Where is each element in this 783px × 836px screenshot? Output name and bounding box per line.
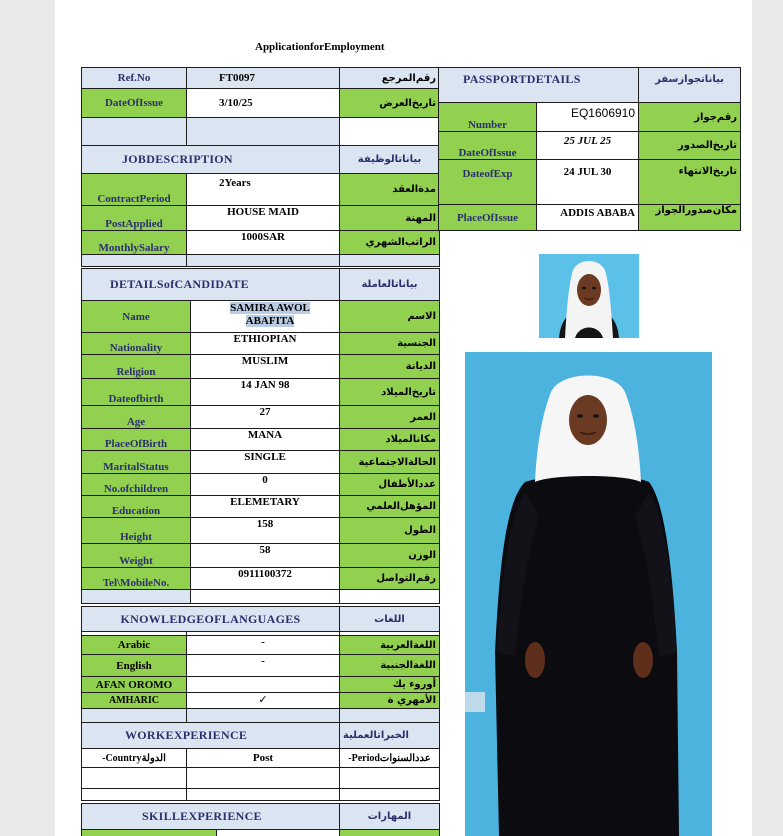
name-label: Name: [82, 301, 191, 333]
lang-row: [82, 655, 440, 677]
education-label: Education: [82, 496, 191, 518]
passport-exp-value: 24 JUL 30: [537, 160, 639, 205]
passport-exp-label-ar: تاريخ‌الانتهاء: [639, 160, 741, 205]
contract-row: [82, 174, 440, 206]
passport-section-title-ar: بياناتجوازسفر: [639, 68, 741, 103]
name-label-ar: الاسم: [340, 301, 440, 333]
candidate-section-title: DETAILSofCANDIDATE: [82, 269, 340, 301]
education-row: [82, 496, 440, 518]
birthplace-label: PlaceOfBirth: [82, 429, 191, 451]
height-row: [82, 518, 440, 544]
marital-label: MaritalStatus: [82, 451, 191, 474]
nationality-label: Nationality: [82, 333, 191, 355]
languages-section-title-ar: اللغات: [340, 607, 440, 632]
lang-value: -: [187, 655, 340, 677]
work-section-title-ar: الخبراتالعملية: [340, 723, 440, 749]
children-row: [82, 474, 440, 496]
lang-label-ar: أوروء يك: [340, 677, 440, 693]
document-page: [55, 0, 752, 836]
candidate-section-header: [82, 269, 440, 301]
phone-label: Tel\MobileNo.: [82, 568, 191, 590]
skill-section-title-ar: المهارات: [340, 804, 440, 830]
passport-issue-row: [439, 132, 741, 160]
religion-label: Religion: [82, 355, 191, 379]
salary-value: 1000SAR: [187, 231, 340, 255]
lang-row: [82, 677, 440, 693]
nationality-value: ETHIOPIAN: [191, 333, 340, 355]
portrait-photo-image: [539, 254, 639, 338]
spacer-row: [82, 709, 440, 723]
spacer-row: [82, 590, 440, 604]
passport-exp-label: DateofExp: [439, 160, 537, 205]
work-section-title: WORKEXPERIENCE: [82, 723, 340, 749]
lang-value: [187, 677, 340, 693]
name-value: SAMIRA AWOL ABAFITA: [230, 302, 310, 327]
languages-section-header: [82, 607, 440, 632]
post-label: PostApplied: [82, 206, 187, 231]
marital-value: SINGLE: [191, 451, 340, 474]
skill-table: [81, 803, 440, 836]
passport-place-row: [439, 205, 741, 231]
skill-section-header: [82, 804, 440, 830]
full-body-photo: [465, 352, 712, 836]
contract-label-ar: مدةالعقد: [340, 174, 440, 206]
post-label-ar: المهنة: [340, 206, 440, 231]
height-label-ar: الطول: [340, 518, 440, 544]
work-row: [82, 789, 440, 801]
languages-section-title: KNOWLEDGEOFLANGUAGES: [82, 607, 340, 632]
issue-date-row: [82, 89, 440, 118]
passport-number-label: Number: [439, 103, 537, 132]
job-section-header: [82, 146, 440, 174]
phone-value: 0911100372: [191, 568, 340, 590]
religion-row: [82, 355, 440, 379]
passport-exp-row: [439, 160, 741, 205]
passport-place-value: ADDIS ABABA: [537, 205, 639, 231]
passport-section-title: PASSPORTDETAILS: [439, 68, 639, 103]
dob-label: Dateofbirth: [82, 379, 191, 406]
languages-table: [81, 606, 440, 723]
lang-label: AFAN OROMO: [82, 677, 187, 693]
passport-number-row: [439, 103, 741, 132]
post-row: [82, 206, 440, 231]
post-value: HOUSE MAID: [187, 206, 340, 231]
children-label: No.ofchildren: [82, 474, 191, 496]
birthplace-value: MANA: [191, 429, 340, 451]
job-section-title: JOBDESCRIPTION: [82, 146, 340, 174]
dob-value: 14 JAN 98: [191, 379, 340, 406]
application-form-table: [81, 67, 440, 267]
lang-label-ar: اللغةالجنبية: [340, 655, 440, 677]
birthplace-row: [82, 429, 440, 451]
job-section-title-ar: بياناتالوظيفة: [340, 146, 440, 174]
passport-issue-label: DateOfIssue: [439, 132, 537, 160]
height-value: 158: [191, 518, 340, 544]
height-label: Height: [82, 518, 191, 544]
weight-label-ar: الوزن: [340, 544, 440, 568]
issue-date-label: DateOfIssue: [82, 89, 187, 118]
age-label-ar: العمر: [340, 406, 440, 429]
work-post-header: Post: [187, 749, 340, 768]
education-value: ELEMETARY: [191, 496, 340, 518]
lang-label: English: [82, 655, 187, 677]
religion-label-ar: الديانة: [340, 355, 440, 379]
children-value: 0: [191, 474, 340, 496]
nationality-row: [82, 333, 440, 355]
contract-value: 2Years: [187, 174, 340, 206]
lang-label-ar: اللغةالعربية: [340, 636, 440, 655]
weight-value: 58: [191, 544, 340, 568]
birthplace-label-ar: مكانالميلاد: [340, 429, 440, 451]
age-row: [82, 406, 440, 429]
nationality-label-ar: الجنسية: [340, 333, 440, 355]
religion-value: MUSLIM: [191, 355, 340, 379]
dob-row: [82, 379, 440, 406]
lang-label: Arabic: [82, 636, 187, 655]
marital-label-ar: الحالةالاجتماعية: [340, 451, 440, 474]
dob-label-ar: تاريخ‌الميلاد: [340, 379, 440, 406]
passport-issue-value: 25 JUL 25: [537, 132, 639, 160]
lang-row: [82, 693, 440, 709]
issue-date-value: 3/10/25: [187, 89, 340, 118]
salary-row: [82, 231, 440, 255]
passport-number-label-ar: رقم‌جواز: [639, 103, 741, 132]
work-section-header: [82, 723, 440, 749]
skill-section-title: SKILLEXPERIENCE: [82, 804, 340, 830]
work-table: [81, 722, 440, 801]
lang-label-ar: الأمهري ة: [340, 693, 440, 709]
passport-place-label-ar: مكان‌صدورالجواز: [639, 205, 741, 231]
name-row: [82, 301, 440, 333]
ref-row: [82, 68, 440, 89]
education-label-ar: المؤهل‌العلمي: [340, 496, 440, 518]
marital-row: [82, 451, 440, 474]
lang-row: [82, 636, 440, 655]
ref-label-ar: رقم‌المرجع: [340, 68, 440, 89]
candidate-table: [81, 268, 440, 604]
lang-label: AMHARIC: [82, 693, 187, 709]
work-period-header: -Periodعددالسنوات: [340, 749, 440, 768]
page-title: ApplicationforEmployment: [255, 41, 385, 53]
work-country-header: -Countryالدولة: [82, 749, 187, 768]
passport-number-value: EQ1606910: [537, 103, 639, 132]
passport-header-row: [439, 68, 741, 103]
phone-label-ar: رقم‌التواصل: [340, 568, 440, 590]
portrait-photo: [539, 254, 639, 338]
passport-place-label: PlaceOfIssue: [439, 205, 537, 231]
full-body-photo-image: [465, 352, 712, 836]
lang-check-icon: ✓: [187, 693, 340, 709]
candidate-section-title-ar: بياناتالعاملة: [340, 269, 440, 301]
ref-value: FT0097: [187, 68, 340, 89]
weight-label: Weight: [82, 544, 191, 568]
weight-row: [82, 544, 440, 568]
lang-value: -: [187, 636, 340, 655]
age-value: 27: [191, 406, 340, 429]
phone-row: [82, 568, 440, 590]
spacer-row: [82, 255, 440, 267]
spacer-row: [82, 118, 440, 146]
ref-label: Ref.No: [82, 68, 187, 89]
work-row: [82, 768, 440, 789]
contract-label: ContractPeriod: [82, 174, 187, 206]
passport-issue-label-ar: تاريخ‌الصدور: [639, 132, 741, 160]
passport-table: [438, 67, 741, 231]
salary-label-ar: الراتب‌الشهري: [340, 231, 440, 255]
issue-date-label-ar: تاريخ‌العرض: [340, 89, 440, 118]
salary-label: MonthlySalary: [82, 231, 187, 255]
work-header-row: [82, 749, 440, 768]
age-label: Age: [82, 406, 191, 429]
children-label-ar: عددالأطفال: [340, 474, 440, 496]
